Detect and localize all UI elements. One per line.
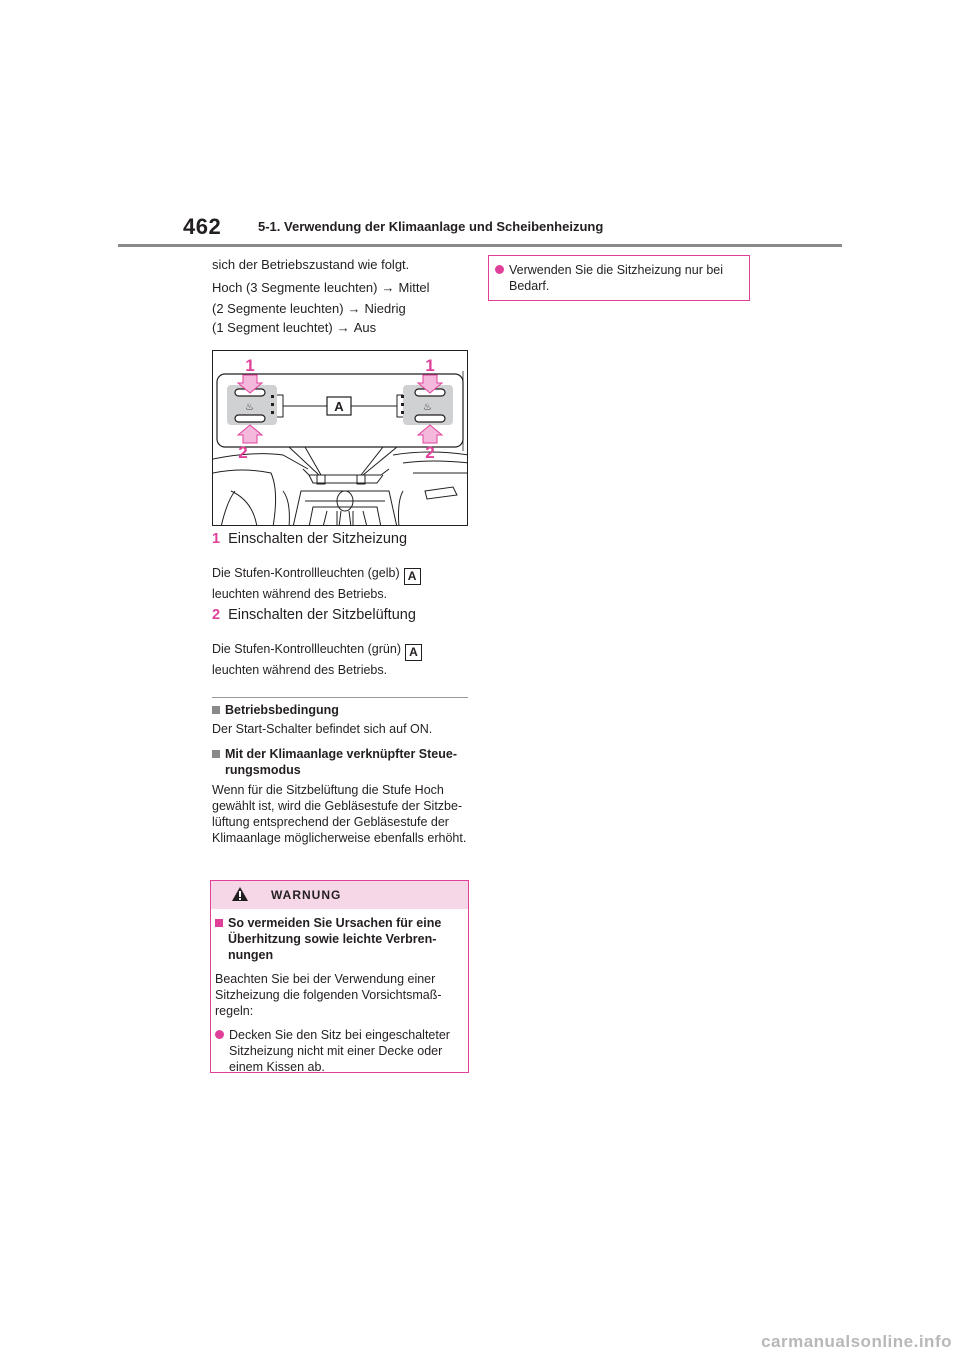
- step-1: [212, 531, 407, 547]
- bullet-dot-icon: [495, 265, 504, 274]
- heading-linked-mode: [212, 746, 472, 778]
- linked-mode-text: Wenn für die Sitzbelüftung die Stufe Hoch gewählt ist, wird die Gebläsestufe der Sitzbe-lüftung entsprechend der Gebläsestufe der Klimaanlage möglicherweise ebenfalls erhöht.: [212, 783, 467, 845]
- dashboard-illustration: [213, 351, 468, 526]
- heading-text: So vermeiden Sie Ursachen für eine: [228, 916, 442, 930]
- note-box: [488, 255, 750, 301]
- section-title: 5-1. Verwendung der Klimaanlage und Scheibenheizung: [258, 219, 604, 234]
- step-number: 1: [212, 531, 221, 547]
- level-medium: Mittel: [398, 280, 430, 295]
- warning-body: [215, 915, 465, 1075]
- heading-text-cont: rungsmodus: [225, 763, 301, 777]
- warning-heading: [215, 915, 465, 963]
- callout-1-left: 1: [245, 356, 255, 375]
- indicator-a-badge: A: [404, 568, 421, 585]
- step-2: [212, 607, 416, 623]
- heading-text-cont: Überhitzung sowie leichte Verbren-: [228, 932, 437, 946]
- heading-text: Betriebsbedingung: [225, 703, 339, 717]
- note-bullet: [495, 262, 749, 294]
- step-title: Einschalten der Sitzbelüftung: [228, 607, 416, 623]
- warning-box: [210, 880, 469, 1073]
- square-bullet-icon: [215, 919, 223, 927]
- arrow-icon: →: [381, 280, 395, 295]
- level-off: Aus: [353, 320, 377, 335]
- indicator-a-badge: A: [405, 644, 422, 661]
- square-bullet-icon: [212, 750, 220, 758]
- step-number: 2: [212, 607, 221, 623]
- bullet-dot-icon: [215, 1030, 224, 1039]
- heading-operating-condition: [212, 703, 339, 717]
- level-low-desc: (1 Segment leuchtet): [212, 320, 333, 335]
- bullet-text: Verwenden Sie die Sitzheizung nur bei Bedarf.: [509, 263, 724, 293]
- square-bullet-icon: [212, 706, 220, 714]
- heading-text: Mit der Klimaanlage verknüpfter Steue-: [225, 747, 458, 761]
- callout-2-right: 2: [425, 443, 435, 462]
- svg-text:♨: ♨: [245, 402, 254, 413]
- step-note-text: Die Stufen-Kontrollleuchten (grün): [212, 642, 401, 656]
- warning-triangle-icon: [231, 886, 249, 902]
- bullet-text: Decken Sie den Sitz bei eingeschalteter Sitzheizung nicht mit einer Decke oder einem Kissen ab.: [229, 1028, 450, 1074]
- warning-label: WARNUNG: [271, 888, 342, 902]
- level-medium-desc: (2 Segmente leuchten): [212, 301, 344, 316]
- step-1-note: [212, 566, 421, 585]
- level-low: Niedrig: [364, 301, 406, 316]
- arrow-icon: →: [347, 301, 361, 316]
- intro-line-2: [212, 280, 430, 297]
- step-note-text: Die Stufen-Kontrollleuchten (gelb): [212, 566, 400, 580]
- callout-2-left: 2: [238, 443, 248, 462]
- figure-label-a: A: [334, 399, 344, 414]
- step-1-note-cont: leuchten während des Betriebs.: [212, 587, 388, 601]
- warning-header: [211, 881, 468, 909]
- intro-line-3: [212, 301, 406, 318]
- section-divider: [212, 697, 468, 698]
- callout-1-right: 1: [425, 356, 435, 375]
- watermark: carmanualsonline.info: [761, 1332, 952, 1351]
- operating-condition-text: Der Start-Schalter befindet sich auf ON.: [212, 722, 433, 736]
- arrow-icon: →: [336, 320, 350, 335]
- step-title: Einschalten der Sitzheizung: [228, 531, 408, 547]
- level-high: Hoch (3 Segmente leuchten): [212, 280, 378, 295]
- seat-heater-switch-figure: [212, 350, 468, 526]
- svg-text:♨: ♨: [423, 402, 432, 413]
- warning-bullet: [215, 1027, 465, 1075]
- intro-line-4: [212, 320, 376, 337]
- warning-text: Beachten Sie bei der Verwendung einer Sitzheizung die folgenden Vorsichtsmaß-regeln:: [215, 972, 442, 1018]
- step-2-note-cont: leuchten während des Betriebs.: [212, 663, 388, 677]
- heading-text-cont-2: nungen: [228, 948, 274, 962]
- intro-line-1: sich der Betriebszustand wie folgt.: [212, 257, 410, 272]
- header-divider: [118, 244, 842, 247]
- step-2-note: [212, 642, 422, 661]
- page-number: 462: [183, 214, 222, 239]
